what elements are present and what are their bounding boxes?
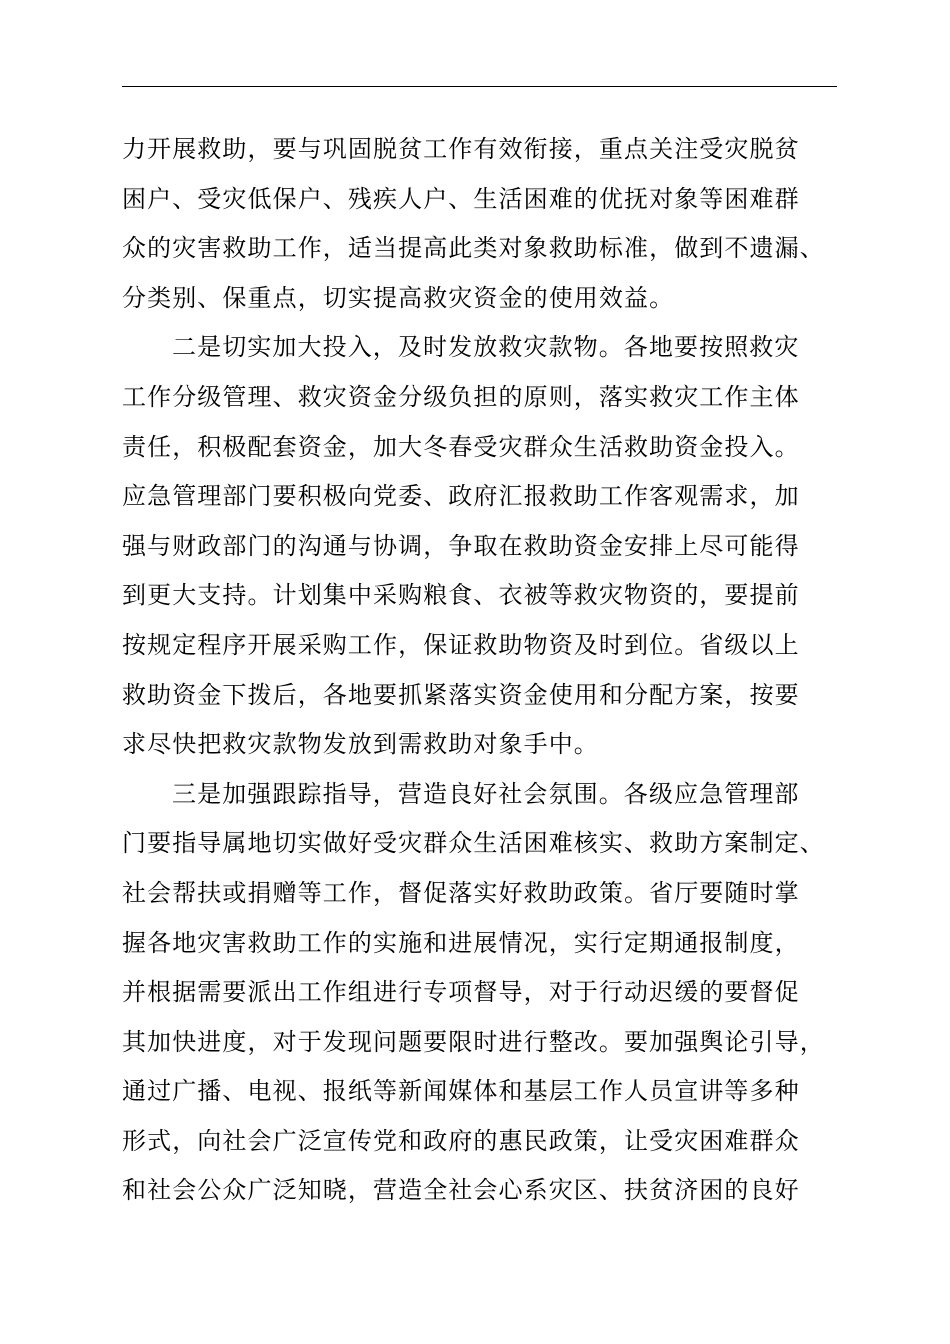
text-line: 并根据需要派出工作组进行专项督导，对于行动迟缓的要督促	[122, 978, 800, 1007]
text-line: 救助资金下拨后，各地要抓紧落实资金使用和分配方案，按要	[122, 680, 800, 709]
text-line: 强与财政部门的沟通与协调，争取在救助资金安排上尽可能得	[122, 531, 800, 560]
text-line: 社会帮扶或捐赠等工作，督促落实好救助政策。省厅要随时掌	[122, 878, 800, 907]
text-line: 形式，向社会广泛宣传党和政府的惠民政策，让受灾困难群众	[122, 1126, 800, 1155]
text-line: 按规定程序开展采购工作，保证救助物资及时到位。省级以上	[122, 630, 800, 659]
paragraph-start-line: 三是加强跟踪指导，营造良好社会氛围。各级应急管理部	[172, 779, 800, 808]
text-line: 应急管理部门要积极向党委、政府汇报救助工作客观需求，加	[122, 482, 800, 511]
text-line: 责任，积极配套资金，加大冬春受灾群众生活救助资金投入。	[122, 432, 800, 461]
document-body	[122, 125, 842, 1216]
text-line: 工作分级管理、救灾资金分级负担的原则，落实救灾工作主体	[122, 382, 800, 411]
text-line: 其加快进度，对于发现问题要限时进行整改。要加强舆论引导，	[122, 1027, 825, 1056]
text-line: 分类别、保重点，切实提高救灾资金的使用效益。	[122, 283, 675, 312]
text-line: 求尽快把救灾款物发放到需救助对象手中。	[122, 730, 599, 759]
text-line: 门要指导属地切实做好受灾群众生活困难核实、救助方案制定、	[122, 829, 825, 858]
text-line: 力开展救助，要与巩固脱贫工作有效衔接，重点关注受灾脱贫	[122, 135, 800, 163]
text-line: 困户、受灾低保户、残疾人户、生活困难的优抚对象等困难群	[122, 184, 800, 213]
text-line: 和社会公众广泛知晓，营造全社会心系灾区、扶贫济困的良好	[122, 1176, 800, 1205]
paragraph-start-line: 二是切实加大投入，及时发放救灾款物。各地要按照救灾	[172, 333, 800, 362]
header-rule	[122, 86, 837, 87]
text-line: 众的灾害救助工作，适当提高此类对象救助标准，做到不遗漏、	[122, 234, 825, 263]
text-line: 握各地灾害救助工作的实施和进展情况，实行定期通报制度，	[122, 928, 800, 957]
text-line: 通过广播、电视、报纸等新闻媒体和基层工作人员宣讲等多种	[122, 1077, 800, 1106]
text-line: 到更大支持。计划集中采购粮食、衣被等救灾物资的，要提前	[122, 581, 800, 610]
